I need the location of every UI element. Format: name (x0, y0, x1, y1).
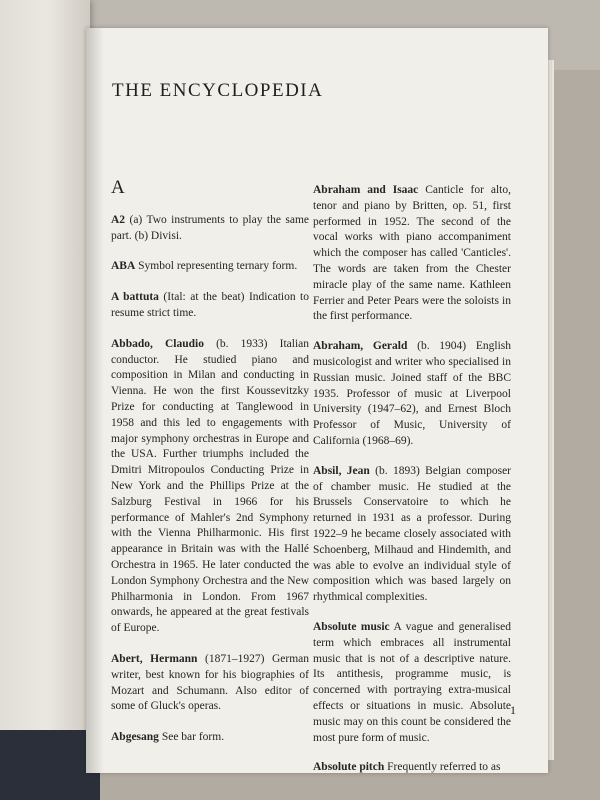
entry-headword: Abbado, Claudio (111, 337, 204, 350)
facing-page-edge (0, 0, 90, 800)
entry-a-battuta (111, 290, 309, 322)
page-gutter-shadow (86, 28, 104, 773)
entry-text: (1871–1927) German writer, best known for his biographies of Mozart and Schumann. Also editor of some of Gluck's operas. (111, 652, 310, 713)
right-column (313, 183, 511, 790)
entry-headword: ABA (111, 260, 136, 273)
entry-headword: A2 (111, 213, 126, 226)
entry-headword: Abraham, Gerald (313, 340, 408, 353)
left-column (111, 177, 310, 761)
entry-headword: Absil, Jean (313, 464, 370, 477)
entry-text: (a) Two instruments to play the same part. (b) Divisi. (111, 213, 309, 242)
entry-headword: A battuta (111, 291, 159, 304)
entry-text: Symbol representing ternary form. (135, 260, 298, 273)
entry-text: (Ital: at the beat) Indication to resume strict time. (111, 291, 309, 319)
entry-absolute-music (313, 620, 511, 746)
entry-text: (b. 1933) Italian conductor. He studied piano and composition in Milan and conducting in Vienna. He won the first Koussevitzky Prize for conducting at Tanglewood in 1958 and this led to engagements with major symphony orchestras in Europe and the USA. Further triumphs included the Dmitri Mitropoulos Conducting Prize in New York and the Phillips Prize at the Salzburg Festival in 1966 for his performance of Mahler's 2nd Symphony with the Vienna Philharmonic. His first appearance in Britain was with the Hallé Orchestra in 1965. He later conducted the London Symphony Orchestra and the New Philharmonia in London. From 1967 onwards, he appeared at the great festivals of Europe. (111, 337, 309, 635)
entry-headword: Absolute pitch (313, 761, 385, 774)
entry-headword: Absolute music (313, 620, 390, 633)
book-cover-corner (0, 730, 100, 800)
entry-headword: Abraham and Isaac (313, 184, 419, 196)
entry-aba (111, 259, 309, 275)
entry-absil-jean (313, 464, 511, 606)
entry-abbado-claudio (111, 337, 309, 637)
entry-text: Frequently referred to as (384, 761, 501, 774)
entry-abraham-gerald (313, 339, 511, 450)
entry-absolute-pitch (313, 760, 511, 776)
entry-abgesang (111, 730, 309, 746)
section-letter: A (111, 177, 125, 198)
entry-headword: Abert, Hermann (111, 652, 198, 665)
entry-text: See bar form. (158, 731, 225, 744)
entry-abraham-and-isaac (313, 183, 511, 325)
entry-a2 (111, 213, 309, 245)
entry-text: (b. 1904) English musicologist and writer who specialised in Russian music. Joined staff of the BBC 1935. Professor of music at Liverpool University (1947–62), and Ernest Bloch Professor of Music, University of California (1968–69). (313, 340, 511, 447)
page-number: 1 (510, 703, 516, 717)
entry-headword: Abgesang (111, 731, 159, 744)
entry-text: Canticle for alto, tenor and piano by Britten, op. 51, first performed in 1952. The second of the vocal works with piano accompaniment which the composer has called 'Canticles'. The words are taken from the Chester miracle play of the same name. Kathleen Ferrier and Peter Pears were the soloists in the first performance. (313, 184, 511, 323)
entry-abert-hermann (111, 652, 309, 715)
page-title: THE ENCYCLOPEDIA (112, 80, 324, 101)
entry-text: A vague and generalised term which embraces all instrumental music that is not of a descriptive nature. Its antithesis, programme music, is concerned with portraying extra-musical effects or situations in music. Absolute music may on this count be considered the most pure form of music. (313, 620, 511, 744)
entry-text: (b. 1893) Belgian composer of chamber music. He studied at the Brussels Conservatoire to which he returned in 1931 as a professor. During 1922–9 he became closely associated with Schoenberg, Milhaud and Hindemith, and was able to evolve an individual style of composition which was based largely on rhythmical complexities. (313, 464, 511, 604)
